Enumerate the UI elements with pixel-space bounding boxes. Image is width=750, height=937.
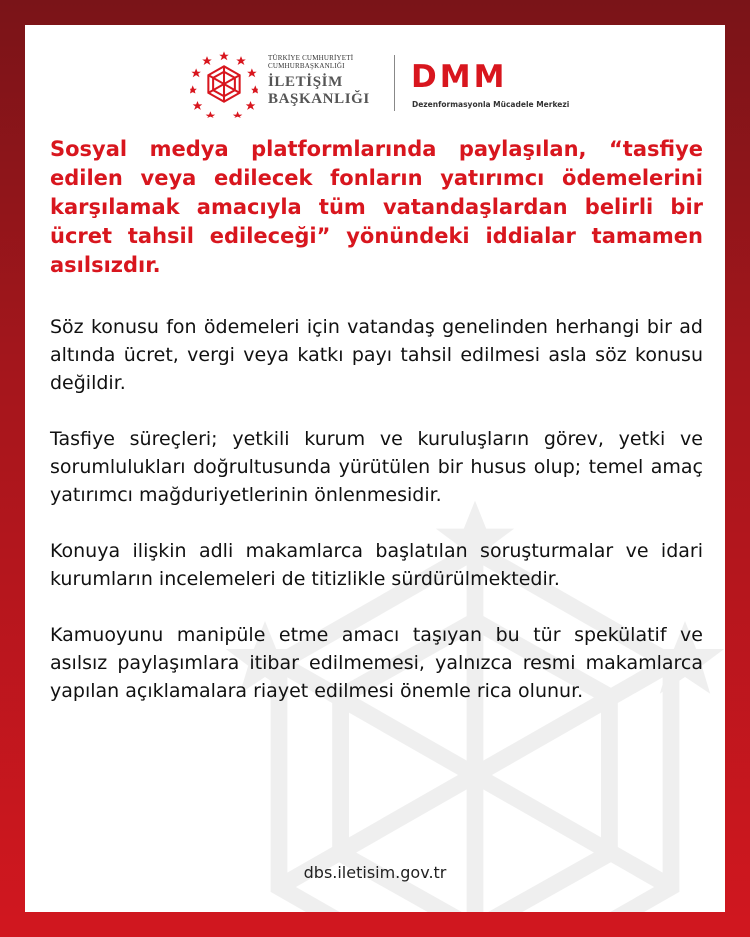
institution-line-1: TÜRKİYE CUMHURİYETİ [268,54,354,62]
footer-url: dbs.iletisim.gov.tr [303,863,447,882]
paragraph-3: Konuya ilişkin adli makamlarca başlatılan soruşturmalar ve idari kurumların incelemeleri de titizlikle sürdürülmektedir. [50,540,703,590]
presidency-seal-icon [190,50,258,118]
dmm-logo: DMM [411,59,508,95]
announcement-body [50,135,703,733]
institution-line-4: BAŞKANLIĞI [268,91,370,107]
institution-line-3: İLETİŞİM [268,74,343,90]
headline: Sosyal medya platformlarında paylaşılan, “tasfiye edilen veya edilecek fonların yatırımcı ödemelerini karşılamak amacıyla tüm vatandaşlardan belirli bir ücret tahsil edileceği” yönündeki iddialar tamamen asılsızdır. [50,137,703,277]
institution-line-2: CUMHURBAŞKANLIĞI [268,62,345,70]
institution-name-large [268,74,370,108]
announcement-card [25,25,725,912]
paragraph-1: Söz konusu fon ödemeleri için vatandaş genelinden herhangi bir ad altında ücret, vergi veya katkı payı tahsil edilmesi asla söz konusu değildir. [50,316,703,394]
institution-name-small [268,54,353,70]
paragraph-4: Kamuoyunu manipüle etme amacı taşıyan bu tür spekülatif ve asılsız paylaşımlara itibar edilmemesi, yalnızca resmi makamlarca yapılan açıklamalara riayet edilmesi önemle rica olunur. [50,624,703,702]
paragraph-2: Tasfiye süreçleri; yetkili kurum ve kuruluşların görev, yetki ve sorumlulukları doğrultusunda yürütülen bir husus olup; temel amaç yatırımcı mağduriyetlerinin önlenmesidir. [50,428,703,506]
header [25,45,725,125]
dmm-subtitle: Dezenformasyonla Mücadele Merkezi [412,100,570,109]
logo-divider [394,55,395,111]
